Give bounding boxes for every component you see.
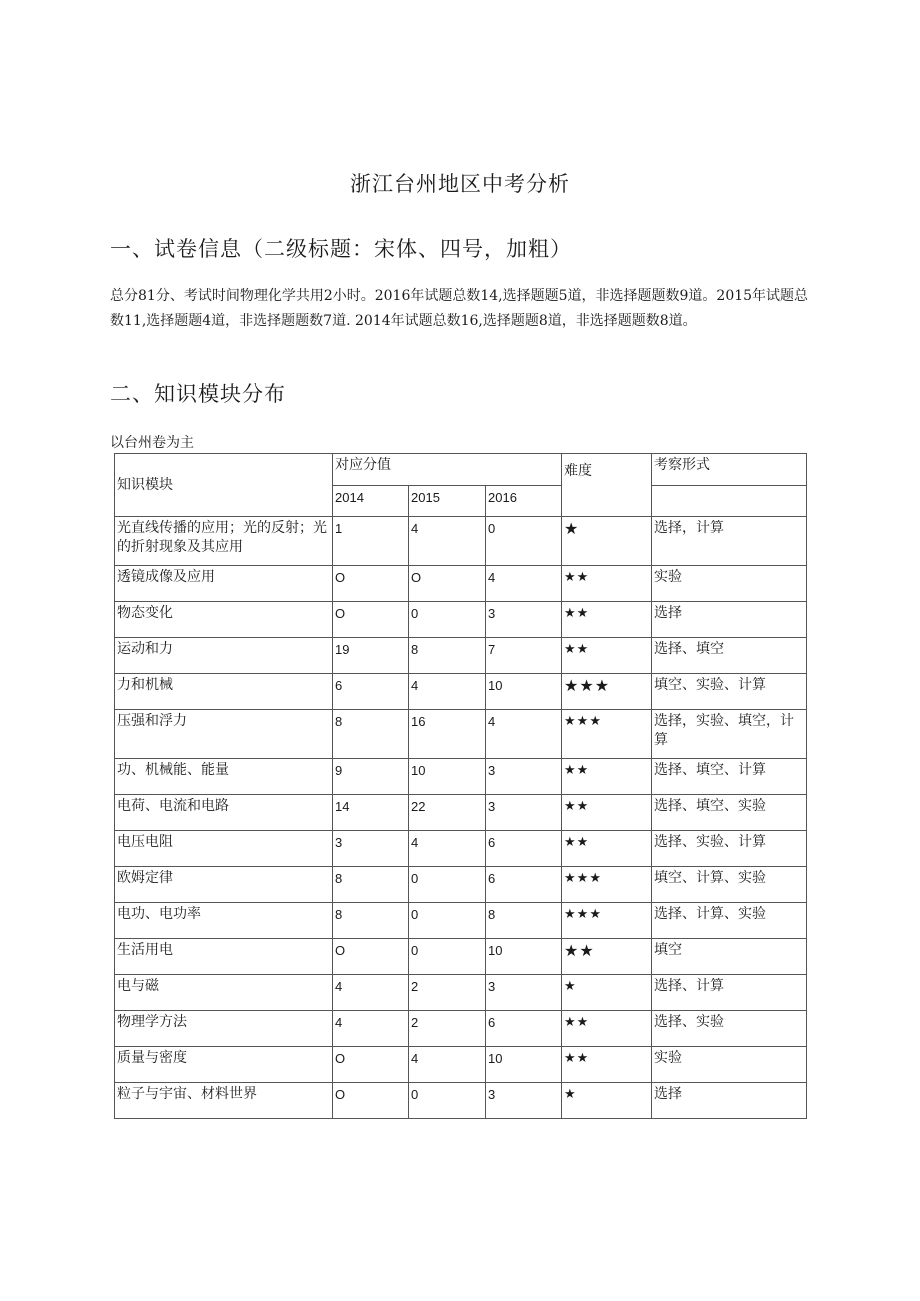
table-row [115, 602, 807, 638]
difficulty-stars: ★★ [562, 602, 652, 638]
score-2014-cell: 8 [333, 710, 409, 759]
score-2015-cell: 2 [409, 975, 486, 1011]
score-2015-cell: 16 [409, 710, 486, 759]
header-form-empty [652, 486, 807, 517]
score-2015-cell: 4 [409, 674, 486, 710]
score-2016-cell: 10 [486, 1047, 562, 1083]
module-cell: 光直线传播的应用；光的反射；光的折射现象及其应用 [115, 517, 333, 566]
exam-form-cell: 选择，实验、填空，计算 [652, 710, 807, 759]
score-2015-cell: 22 [409, 795, 486, 831]
table-row [115, 674, 807, 710]
module-cell: 物理学方法 [115, 1011, 333, 1047]
score-2014-cell: 6 [333, 674, 409, 710]
score-2014-cell: O [333, 939, 409, 975]
difficulty-stars: ★★ [562, 939, 652, 975]
module-cell: 电功、电功率 [115, 903, 333, 939]
table-row [115, 710, 807, 759]
module-cell: 生活用电 [115, 939, 333, 975]
module-cell: 压强和浮力 [115, 710, 333, 759]
exam-form-cell: 选择、计算、实验 [652, 903, 807, 939]
score-2016-cell: 3 [486, 1083, 562, 1119]
score-2014-cell: 19 [333, 638, 409, 674]
score-2014-cell: O [333, 602, 409, 638]
module-cell: 力和机械 [115, 674, 333, 710]
exam-form-cell: 选择、实验 [652, 1011, 807, 1047]
header-form: 考察形式 [652, 454, 807, 486]
header-row [115, 454, 807, 486]
header-year-2016: 2016 [486, 486, 562, 517]
table-row [115, 1083, 807, 1119]
table-row [115, 795, 807, 831]
score-2014-cell: 3 [333, 831, 409, 867]
section-heading-knowledge-modules: 二、知识模块分布 [110, 382, 286, 406]
table-row [115, 903, 807, 939]
table-row [115, 975, 807, 1011]
difficulty-stars: ★★★ [562, 674, 652, 710]
exam-form-cell: 选择、填空、计算 [652, 759, 807, 795]
table-row [115, 867, 807, 903]
score-2014-cell: O [333, 566, 409, 602]
difficulty-stars: ★★ [562, 795, 652, 831]
difficulty-stars: ★ [562, 975, 652, 1011]
table-caption: 以台州卷为主 [110, 435, 194, 451]
header-year-2015: 2015 [409, 486, 486, 517]
exam-form-cell: 选择、填空 [652, 638, 807, 674]
exam-form-cell: 填空 [652, 939, 807, 975]
score-2014-cell: 1 [333, 517, 409, 566]
difficulty-stars: ★ [562, 1083, 652, 1119]
module-cell: 电荷、电流和电路 [115, 795, 333, 831]
score-2014-cell: 9 [333, 759, 409, 795]
score-2016-cell: 4 [486, 566, 562, 602]
difficulty-stars: ★★ [562, 566, 652, 602]
exam-form-cell: 选择 [652, 1083, 807, 1119]
table-row [115, 1011, 807, 1047]
difficulty-stars: ★★★ [562, 867, 652, 903]
module-cell: 质量与密度 [115, 1047, 333, 1083]
score-2015-cell: 4 [409, 831, 486, 867]
difficulty-stars: ★★★ [562, 710, 652, 759]
header-year-2014: 2014 [333, 486, 409, 517]
score-2015-cell: 4 [409, 517, 486, 566]
exam-form-cell: 选择、实验、计算 [652, 831, 807, 867]
table-row [115, 759, 807, 795]
score-2016-cell: 10 [486, 939, 562, 975]
module-cell: 电压电阻 [115, 831, 333, 867]
score-2014-cell: O [333, 1083, 409, 1119]
score-2016-cell: 6 [486, 1011, 562, 1047]
score-2015-cell: O [409, 566, 486, 602]
score-2016-cell: 4 [486, 710, 562, 759]
table-row [115, 566, 807, 602]
header-difficulty [562, 454, 652, 517]
exam-form-cell: 选择 [652, 602, 807, 638]
module-cell: 欧姆定律 [115, 867, 333, 903]
exam-form-cell: 选择，计算 [652, 517, 807, 566]
module-cell: 透镜成像及应用 [115, 566, 333, 602]
exam-form-cell: 实验 [652, 566, 807, 602]
score-2015-cell: 0 [409, 602, 486, 638]
exam-form-cell: 选择、填空、实验 [652, 795, 807, 831]
module-cell: 物态变化 [115, 602, 333, 638]
exam-form-cell: 填空、实验、计算 [652, 674, 807, 710]
section-heading-paper-info: 一、试卷信息（二级标题：宋体、四号，加粗） [110, 237, 572, 261]
module-cell: 功、机械能、能量 [115, 759, 333, 795]
difficulty-stars: ★★ [562, 1011, 652, 1047]
difficulty-stars: ★★ [562, 831, 652, 867]
score-2015-cell: 8 [409, 638, 486, 674]
score-2015-cell: 0 [409, 903, 486, 939]
table-row [115, 1047, 807, 1083]
score-2016-cell: 8 [486, 903, 562, 939]
exam-form-cell: 填空、计算、实验 [652, 867, 807, 903]
module-cell: 运动和力 [115, 638, 333, 674]
difficulty-stars: ★★ [562, 1047, 652, 1083]
score-2015-cell: 10 [409, 759, 486, 795]
score-2015-cell: 4 [409, 1047, 486, 1083]
score-2016-cell: 3 [486, 795, 562, 831]
score-2014-cell: 4 [333, 1011, 409, 1047]
score-2015-cell: 0 [409, 867, 486, 903]
score-2015-cell: 0 [409, 939, 486, 975]
difficulty-stars: ★★ [562, 759, 652, 795]
score-2014-cell: 8 [333, 903, 409, 939]
score-2016-cell: 7 [486, 638, 562, 674]
score-2016-cell: 3 [486, 975, 562, 1011]
knowledge-module-table [114, 453, 807, 1119]
score-2016-cell: 0 [486, 517, 562, 566]
score-2014-cell: 14 [333, 795, 409, 831]
header-module: 知识模块 [115, 454, 333, 517]
table-row [115, 939, 807, 975]
table-row [115, 517, 807, 566]
score-2016-cell: 3 [486, 759, 562, 795]
score-2015-cell: 0 [409, 1083, 486, 1119]
score-2016-cell: 6 [486, 867, 562, 903]
module-cell: 电与磁 [115, 975, 333, 1011]
score-2016-cell: 10 [486, 674, 562, 710]
score-2016-cell: 3 [486, 602, 562, 638]
difficulty-stars: ★★ [562, 638, 652, 674]
score-2016-cell: 6 [486, 831, 562, 867]
table-row [115, 831, 807, 867]
exam-form-cell: 选择、计算 [652, 975, 807, 1011]
score-2014-cell: 4 [333, 975, 409, 1011]
header-score: 对应分值 [333, 454, 562, 486]
score-2014-cell: O [333, 1047, 409, 1083]
score-2015-cell: 2 [409, 1011, 486, 1047]
header-difficulty-label: 难度 [564, 463, 593, 479]
score-2014-cell: 8 [333, 867, 409, 903]
table-row [115, 638, 807, 674]
difficulty-stars: ★★★ [562, 903, 652, 939]
paper-info-paragraph: 总分81分、考试时间物理化学共用2小时。2016年试题总数14,选择题题5道，非选择题题数9道。2015年试题总数11,选择题题4道，非选择题题数7道. 2014年试题总数16,选择题题8道，非选择题题数8道。 [110, 288, 809, 329]
difficulty-stars: ★ [562, 517, 652, 566]
page-title: 浙江台州地区中考分析 [350, 172, 570, 196]
exam-form-cell: 实验 [652, 1047, 807, 1083]
module-cell: 粒子与宇宙、材料世界 [115, 1083, 333, 1119]
